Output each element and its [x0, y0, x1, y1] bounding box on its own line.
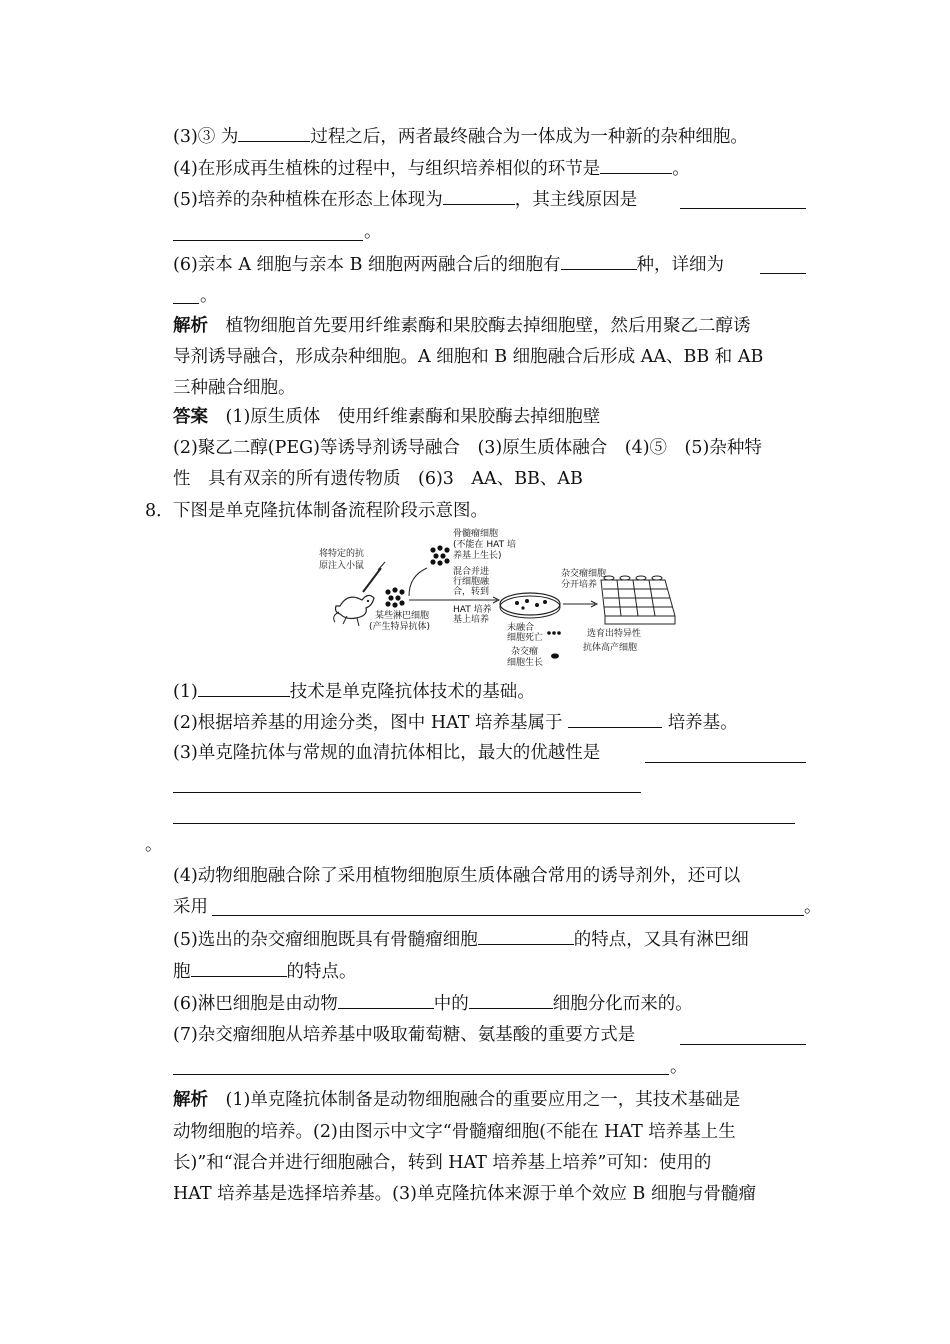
q7-line-3: (3)③ 为 过程之后，两者最终融合为一体成为一种新的杂种细胞。 [173, 124, 748, 149]
q7-blank-6a[interactable] [561, 252, 637, 270]
q8-blank-3a[interactable] [645, 762, 806, 763]
fig-hybrid-label-1: 杂交瘤 [511, 647, 539, 657]
q8-blank-6a[interactable] [338, 991, 434, 1009]
lymphocyte-dots [385, 587, 404, 607]
q8-blank-2[interactable] [568, 710, 662, 728]
q8-line-5b: 胞 的特点。 [173, 959, 357, 984]
fig-arrow-curve [409, 568, 427, 596]
q8-analysis-3: 长)”和“混合并进行细胞融合，转到 HAT 培养基上培养”可知：使用的 [173, 1153, 712, 1173]
q7-blank-3[interactable] [238, 124, 310, 142]
analysis-label: 解析 [173, 1090, 208, 1110]
q8-line-1: (1) 技术是单克隆抗体技术的基础。 [173, 679, 535, 704]
q8-number: 8． [145, 501, 174, 521]
fig-mix-label-3: 合，转到 [453, 587, 490, 597]
q7-line-5-end: 。 [364, 222, 382, 242]
q8-blank-5b[interactable] [191, 959, 287, 977]
fig-culture-label-2: 分开培养 [561, 580, 598, 590]
q8-blank-1[interactable] [198, 679, 290, 697]
q7-line-4: (4)在形成再生植株的过程中，与组织培养相似的环节是 。 [173, 156, 690, 181]
q8-analysis-1: 解析 (1)单克隆抗体制备是动物细胞融合的重要应用之一，其技术基础是 [173, 1090, 741, 1110]
q8-analysis-2: 动物细胞的培养。(2)由图示中文字“骨髓瘤细胞(不能在 HAT 培养基上生 [173, 1122, 736, 1142]
answer-label: 答案 [173, 407, 208, 427]
q7-blank-5a[interactable] [443, 187, 515, 205]
fig-select-label-1: 选育出特异性 [587, 629, 642, 639]
q8-line-5: (5)选出的杂交瘤细胞既具有骨髓瘤细胞 的特点，又具有淋巴细 [173, 927, 749, 952]
fig-mix-label-1: 混合并进 [453, 567, 490, 577]
fig-lymph-label-1: 某些淋巴细胞 [375, 611, 430, 621]
fig-culture-label-1: 杂交瘤细胞 [561, 569, 607, 579]
q7-answer-3: 性 具有双亲的所有遗传物质 (6)3 AA、BB、AB [173, 469, 583, 489]
q8-blank-3b[interactable] [173, 792, 641, 793]
unfused-dots [547, 631, 561, 635]
fig-myeloma-label-2: (不能在 HAT 培 [453, 540, 516, 550]
q7-line-5: (5)培养的杂种植株在形态上体现为 ，其主线原因是 [173, 187, 637, 212]
analysis-label: 解析 [173, 316, 208, 336]
q8-line-2: (2)根据培养基的用途分类，图中 HAT 培养基属于 培养基。 [173, 710, 738, 735]
q7-blank-6c[interactable] [173, 303, 199, 304]
q8-blank-4[interactable] [212, 915, 804, 916]
hybrid-cell-dot [551, 653, 559, 658]
q8-blank-7b[interactable] [173, 1074, 669, 1075]
fig-mouse-label-1: 将特定的抗 [319, 549, 365, 559]
q8-line-7-end: 。 [670, 1057, 688, 1077]
q7-line-6-end: 。 [200, 286, 218, 306]
q8-line-4-end: 。 [804, 897, 822, 917]
fig-select-label-2: 抗体高产细胞 [583, 643, 638, 653]
q7-blank-5b[interactable] [680, 208, 806, 209]
q7-blank-6b[interactable] [760, 273, 806, 274]
q8-blank-7a[interactable] [680, 1044, 806, 1045]
q8-line-4: (4)动物细胞融合除了采用植物细胞原生质体融合常用的诱导剂外，还可以 [173, 866, 741, 886]
q8-line-4b: 采用 [173, 897, 208, 917]
fig-unfused-label-2: 细胞死亡 [507, 633, 544, 643]
q8-analysis-4: HAT 培养基是选择培养基。(3)单克隆抗体来源于单个效应 B 细胞与骨髓瘤 [173, 1184, 756, 1204]
fig-mix-label-4: HAT 培养 [453, 605, 492, 615]
q8-blank-6b[interactable] [469, 991, 553, 1009]
petri-dish-icon [500, 593, 560, 618]
q7-answer-2: (2)聚乙二醇(PEG)等诱导剂诱导融合 (3)原生质体融合 (4)⑤ (5)杂种特 [173, 438, 762, 458]
q7-analysis-3: 三种融合细胞。 [173, 378, 296, 398]
fig-mix-label-2: 行细胞融 [453, 577, 490, 587]
q7-line-6: (6)亲本 A 细胞与亲本 B 细胞两两融合后的细胞有 种，详细为 [173, 252, 724, 277]
q8-line-7: (7)杂交瘤细胞从培养基中吸取葡萄糖、氨基酸的重要方式是 [173, 1025, 636, 1045]
fig-myeloma-label-3: 养基上生长) [453, 551, 502, 561]
myeloma-dots [430, 545, 449, 565]
q7-analysis-1: 解析 植物细胞首先要用纤维素酶和果胶酶去掉细胞壁，然后用聚乙二醇诱 [173, 316, 751, 336]
q7-blank-5c[interactable] [173, 240, 363, 241]
q8-blank-5a[interactable] [478, 927, 574, 945]
fig-mix-label-5: 基上培养 [453, 615, 490, 625]
fig-hybrid-label-2: 细胞生长 [507, 658, 544, 668]
q7-analysis-2: 导剂诱导融合，形成杂种细胞。A 细胞和 B 细胞融合后形成 AA、BB 和 AB [173, 347, 764, 367]
q8-line-3: (3)单克隆抗体与常规的血清抗体相比，最大的优越性是 [173, 743, 601, 763]
fig-mouse-label-2: 原注入小鼠 [319, 561, 365, 571]
multiwell-plate-icon [601, 576, 675, 624]
q8-line-6: (6)淋巴细胞是由动物 中的 细胞分化而来的。 [173, 991, 693, 1016]
q8-line-3-end: 。 [145, 835, 163, 855]
fig-lymph-label-2: (产生特异抗体) [369, 622, 431, 632]
fig-myeloma-label-1: 骨髓瘤细胞 [453, 529, 499, 539]
q8-blank-3c[interactable] [173, 823, 795, 824]
q8-stem: 下图是单克隆抗体制备流程阶段示意图。 [173, 501, 488, 521]
monoclonal-antibody-flow-figure [305, 528, 680, 668]
q7-blank-4[interactable] [600, 156, 672, 174]
fig-unfused-label-1: 未融合 [507, 623, 535, 633]
q7-answer-1: 答案 (1)原生质体 使用纤维素酶和果胶酶去掉细胞壁 [173, 407, 601, 427]
